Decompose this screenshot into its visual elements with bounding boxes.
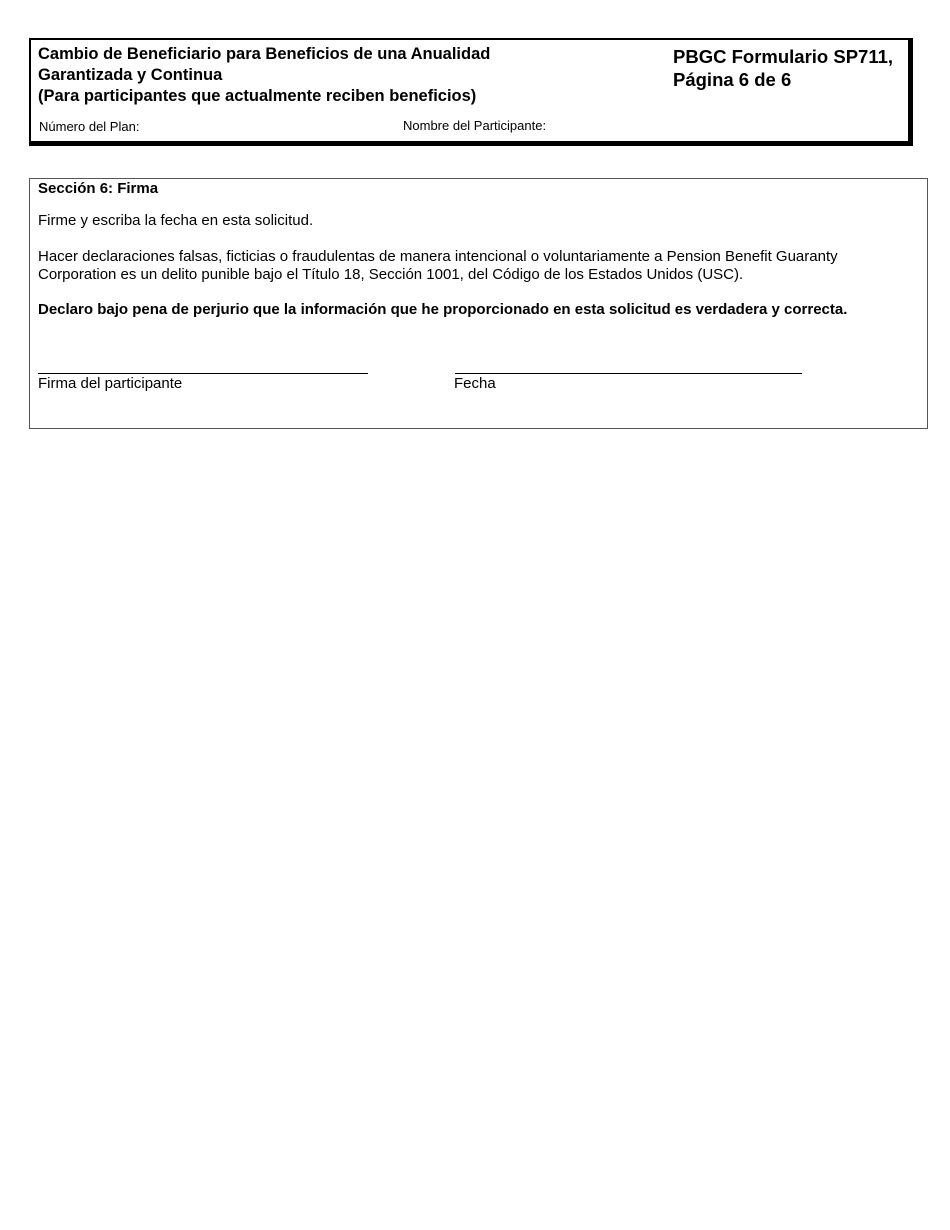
date-line[interactable] (455, 373, 802, 374)
form-id (673, 45, 893, 91)
section-title: Sección 6: Firma (38, 180, 159, 197)
form-id-line-1: PBGC Formulario SP711, (673, 46, 894, 67)
form-title-line-2: Garantizada y Continua (38, 66, 223, 84)
false-statement-warning: Hacer declaraciones falsas, ficticias o fraudulentas de manera intencional o voluntariamente a Pension Benefit Guaranty Corporation es un delito punible bajo el Título 18, Sección 1001, del Código de los Estados Unidos (USC). (38, 248, 838, 283)
participant-signature-label: Firma del participante (38, 375, 183, 392)
plan-number-label: Número del Plan: (39, 119, 140, 134)
page-indicator: Página 6 de 6 (673, 69, 792, 90)
section-6-signature (29, 178, 928, 429)
form-title-line-1: Cambio de Beneficiario para Beneficios de una Anualidad (38, 45, 491, 63)
participant-name-label: Nombre del Participante: (403, 118, 547, 133)
form-header (29, 38, 913, 146)
form-title (38, 44, 558, 107)
date-label: Fecha (454, 375, 496, 392)
form-title-line-3: (Para participantes que actualmente reciben beneficios) (38, 87, 477, 105)
participant-signature-line[interactable] (38, 373, 368, 374)
sign-instruction: Firme y escriba la fecha en esta solicitud. (38, 212, 314, 229)
perjury-declaration: Declaro bajo pena de perjurio que la información que he proporcionado en esta solicitud es verdadera y correcta. (38, 301, 848, 318)
